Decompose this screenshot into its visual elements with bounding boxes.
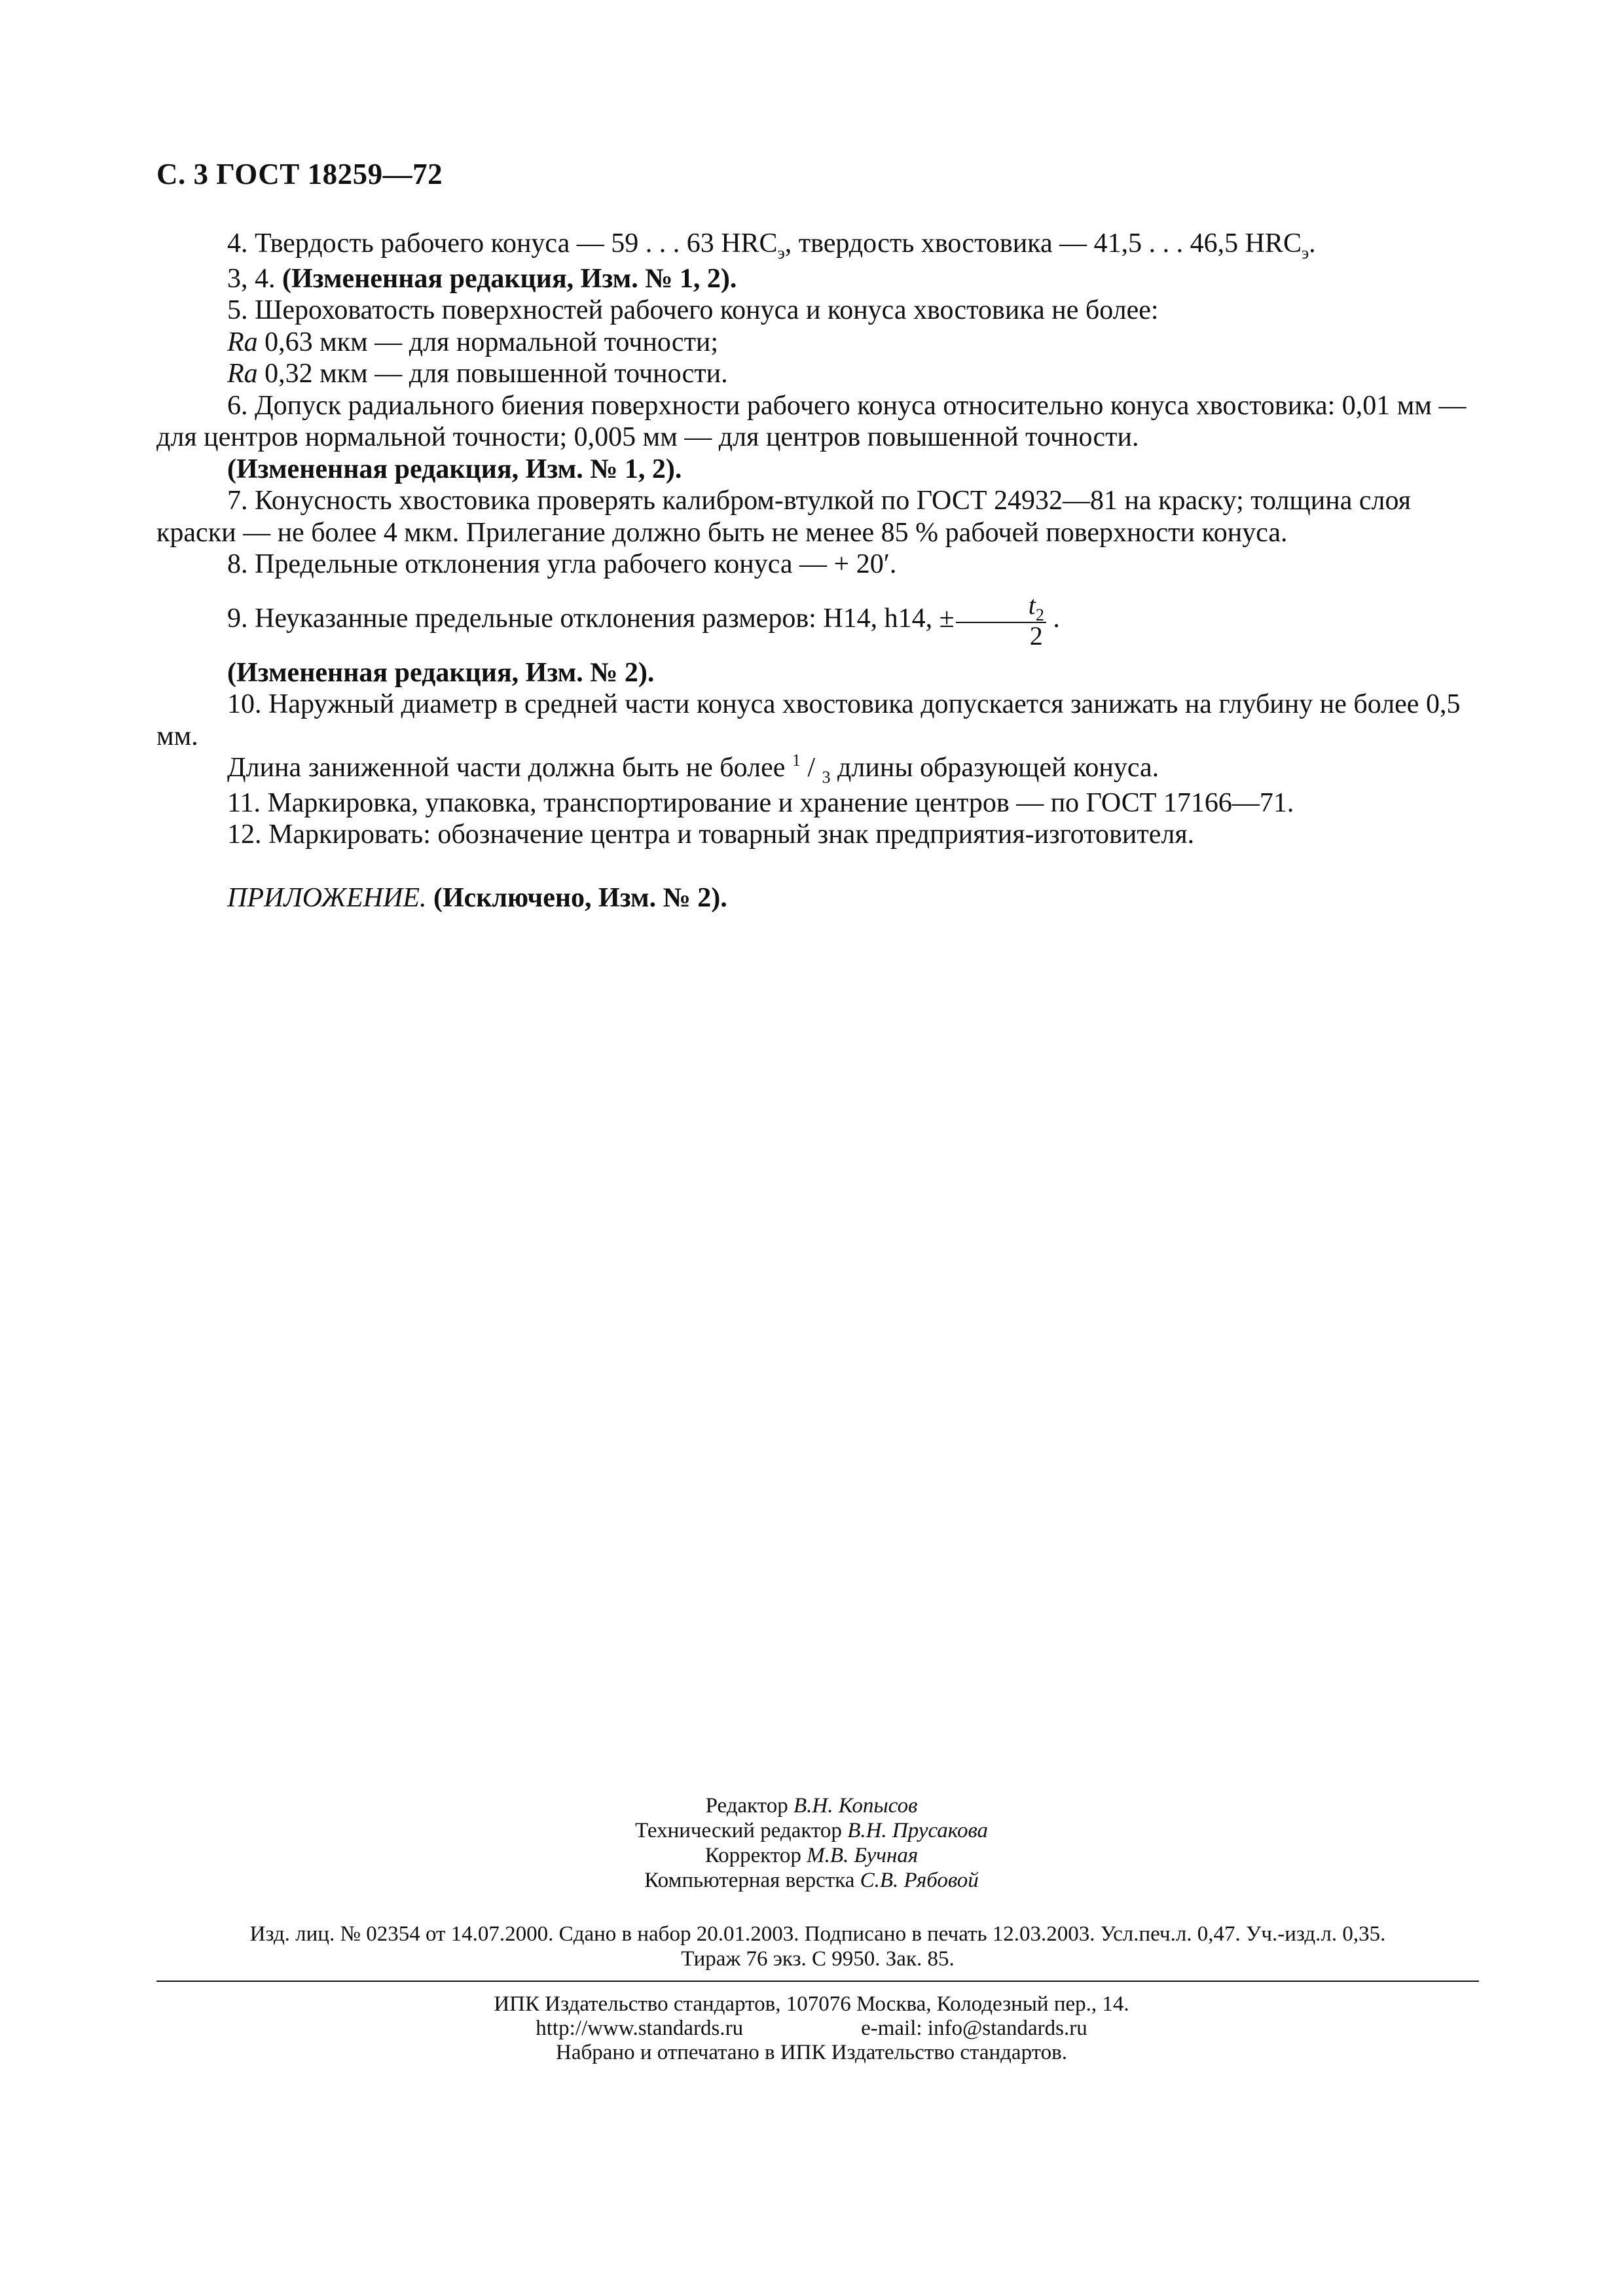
- paragraph-4: 4. Твердость рабочего конуса — 59 . . . 63 $HRC_э$, твердость хвостовика — 41,5 . . . 46,5 $HRC_э$.: [227, 228, 1316, 262]
- credit-tech-editor: Технический редактор В.Н. Прусакова: [634, 1819, 989, 1842]
- paragraph-12: 12. Маркировать: обозначение центра и товарный знак предприятия-изготовителя.: [227, 819, 1195, 850]
- roughness-normal: Ra 0,63 мкм — для нормальной точности;: [227, 327, 719, 357]
- publisher-printed: Набрано и отпечатано в ИПК Издательство стандартов.: [556, 2041, 1067, 2064]
- publisher-url: http://www.standards.ru: [536, 2017, 744, 2040]
- paragraph-8: 8. Предельные отклонения угла рабочего конуса — + 20′.: [227, 549, 897, 579]
- publisher-email: e-mail: info@standards.ru: [861, 2017, 1087, 2040]
- paragraph-10-length: Длина заниженной части должна быть не более $^1$ / $_3$ длины образующей конуса.: [227, 751, 1159, 787]
- paragraph-10: 10. Наружный диаметр в средней части конуса хвостовика допускается занижать на глубину не более 0,5 мм.: [156, 689, 1461, 751]
- paragraph-11: 11. Маркировка, упаковка, транспортирование и хранение центров — по ГОСТ 17166—71.: [227, 787, 1294, 818]
- credit-corrector: Корректор М.В. Бучная: [704, 1844, 919, 1867]
- publisher-address: ИПК Издательство стандартов, 107076 Москва, Колодезный пер., 14.: [494, 1992, 1129, 2016]
- credit-layout: Компьютерная верстка С.В. Рябовой: [644, 1869, 979, 1892]
- document-body: [156, 228, 1479, 914]
- credit-editor: Редактор В.Н. Копысов: [705, 1794, 918, 1818]
- print-imprint: [156, 1922, 1479, 1971]
- paragraph-6: 6. Допуск радиального биения поверхности рабочего конуса относительно конуса хвостовика: 0,01 мм — для центров нормальной точности; 0,005 мм — для центров повышенной точности.: [156, 390, 1467, 452]
- imprint-line-2: Тираж 76 экз. С 9950. Зак. 85.: [681, 1947, 955, 1971]
- paragraph-9-change: (Измененная редакция, Изм. № 2).: [227, 657, 655, 688]
- imprint-line-1: Изд. лиц. № 02354 от 14.07.2000. Сдано в набор 20.01.2003. Подписано в печать 12.03.2003. Усл.печ.л. 0,47. Уч.-изд.л. 0,35.: [249, 1922, 1386, 1946]
- paragraph-9: 9. Неуказанные предельные отклонения размеров: Н14, h14, ± $\frac{t_2}{2}$ .: [227, 590, 1060, 651]
- divider-line: [156, 1981, 1479, 1982]
- fraction-t2-over-2: $\frac{t_2}{2}$: [956, 592, 1046, 649]
- paragraph-5: 5. Шероховатость поверхностей рабочего конуса и конуса хвостовика не более:: [227, 295, 1159, 325]
- page-header: С. 3 ГОСТ 18259—72: [156, 158, 443, 190]
- publisher-info: [0, 1992, 1623, 2065]
- roughness-high: Ra 0,32 мкм — для повышенной точности.: [227, 359, 728, 389]
- editorial-credits: [0, 1793, 1623, 1893]
- paragraph-3-4-change: 3, 4. (Измененная редакция, Изм. № 1, 2).: [227, 263, 737, 294]
- paragraph-6-change: (Измененная редакция, Изм. № 1, 2).: [227, 454, 682, 484]
- paragraph-7: 7. Конусность хвостовика проверять калибром-втулкой по ГОСТ 24932—81 на краску; толщина слоя краски — не более 4 мкм. Прилегание должно быть не менее 85 % рабочей поверхности конуса.: [156, 486, 1412, 548]
- publisher-contacts: [0, 2017, 1623, 2041]
- appendix-note: ПРИЛОЖЕНИЕ. (Исключено, Изм. № 2).: [227, 882, 727, 913]
